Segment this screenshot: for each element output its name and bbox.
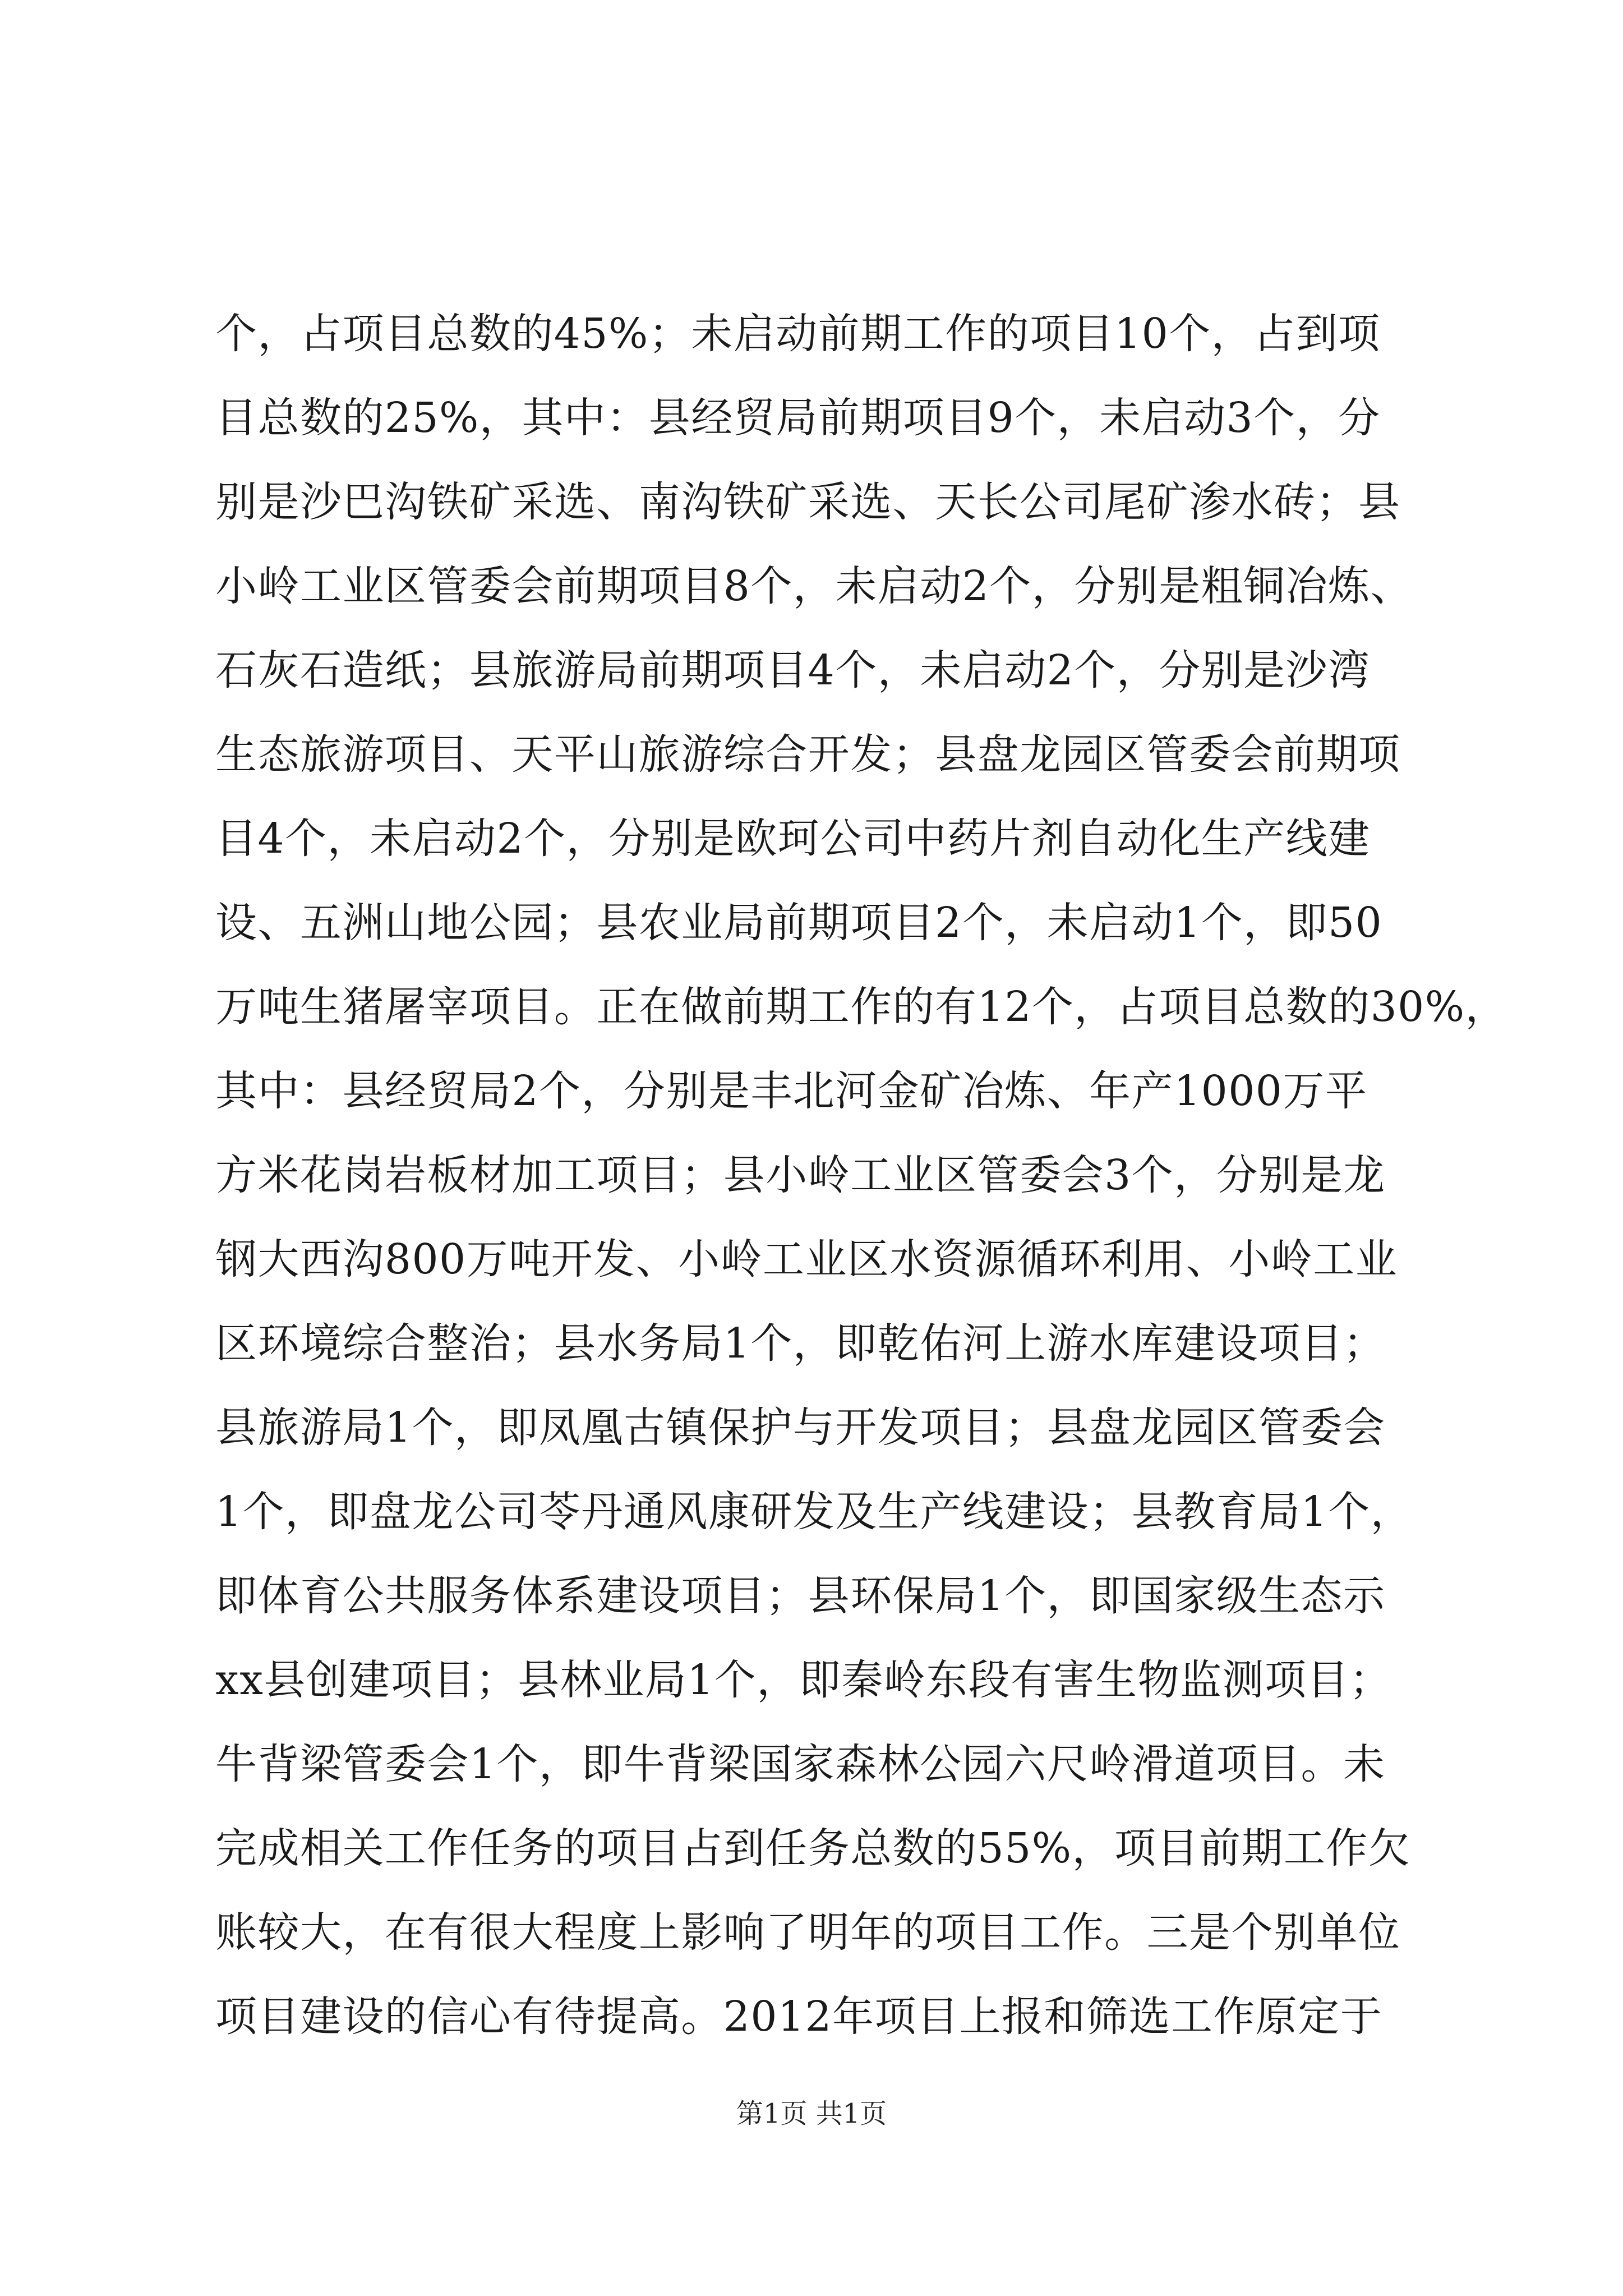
text-line: 生态旅游项目、天平山旅游综合开发；县盘龙园区管委会前期项 — [215, 730, 1401, 779]
text-line: 区环境综合整治；县水务局1个，即乾佑河上游水库建设项目； — [215, 1319, 1386, 1368]
text-line: 完成相关工作任务的项目占到任务总数的55%，项目前期工作欠 — [215, 1824, 1411, 1872]
page-footer — [0, 2097, 1623, 2131]
page-number: 第1页 共1页 — [736, 2098, 887, 2129]
text-line: 目4个，未启动2个，分别是欧珂公司中药片剂自动化生产线建 — [215, 815, 1371, 863]
text-line: 别是沙巴沟铁矿采选、南沟铁矿采选、天长公司尾矿渗水砖；县 — [215, 478, 1401, 526]
text-line: 即体育公共服务体系建设项目；县环保局1个，即国家级生态示 — [215, 1572, 1386, 1620]
text-line: 石灰石造纸；县旅游局前期项目4个，未启动2个，分别是沙湾 — [215, 646, 1371, 694]
text-line: xx县创建项目；县林业局1个，即秦岭东段有害生物监测项目； — [215, 1656, 1392, 1704]
text-line: 账较大，在有很大程度上影响了明年的项目工作。三是个别单位 — [215, 1908, 1401, 1957]
text-line: 其中：县经贸局2个，分别是丰北河金矿冶炼、年产1000万平 — [215, 1067, 1368, 1115]
text-line: 小岭工业区管委会前期项目8个，未启动2个，分别是粗铜冶炼、 — [215, 562, 1413, 610]
text-line: 钢大西沟800万吨开发、小岭工业区水资源循环利用、小岭工业 — [215, 1235, 1398, 1283]
text-line: 方米花岗岩板材加工项目；县小岭工业区管委会3个，分别是龙 — [215, 1151, 1386, 1199]
text-line: 牛背梁管委会1个，即牛背梁国家森林公园六尺岭滑道项目。未 — [215, 1740, 1386, 1788]
document-body — [215, 292, 1507, 2059]
text-line: 设、五洲山地公园；县农业局前期项目2个，未启动1个，即50 — [215, 899, 1383, 947]
text-line: 项目建设的信心有待提高。2012年项目上报和筛选工作原定于 — [215, 1993, 1383, 2041]
text-line: 目总数的25%，其中：县经贸局前期项目9个，未启动3个，分 — [215, 394, 1381, 442]
text-line: 万吨生猪屠宰项目。正在做前期工作的有12个，占项目总数的30%， — [215, 983, 1507, 1031]
text-line: 1个，即盘龙公司苓丹通风康研发及生产线建设；县教育局1个， — [215, 1488, 1413, 1536]
text-line: 个，占项目总数的45%；未启动前期工作的项目10个，占到项 — [215, 310, 1381, 358]
text-line: 县旅游局1个，即凤凰古镇保护与开发项目；县盘龙园区管委会 — [215, 1404, 1386, 1452]
